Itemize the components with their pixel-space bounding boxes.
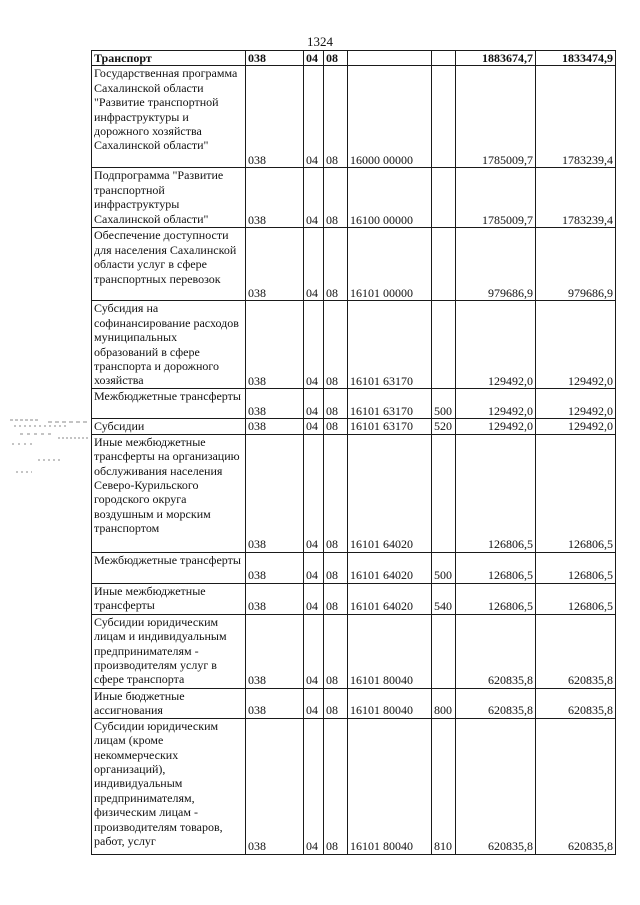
expense-type-code	[432, 51, 456, 66]
ministry-code: 038	[246, 168, 304, 228]
row-name: Обеспечение доступности для населения Сахалинской области услуг в сфере транспортных перевозок	[92, 228, 246, 301]
budget-table	[91, 50, 616, 855]
target-code: 16101 80040	[348, 614, 432, 688]
row-name: Межбюджетные трансферты	[92, 389, 246, 419]
table-row	[92, 688, 616, 718]
target-code: 16101 64020	[348, 434, 432, 552]
row-name: Межбюджетные трансферты	[92, 552, 246, 583]
target-code: 16101 63170	[348, 301, 432, 389]
sum-year-1: 620835,8	[456, 688, 536, 718]
ministry-code: 038	[246, 389, 304, 419]
sum-year-1: 620835,8	[456, 718, 536, 854]
expense-type-code	[432, 168, 456, 228]
sum-year-2: 126806,5	[536, 552, 616, 583]
table-row	[92, 614, 616, 688]
subsection-code: 08	[324, 434, 348, 552]
target-code	[348, 51, 432, 66]
expense-type-code	[432, 301, 456, 389]
sum-year-1: 126806,5	[456, 583, 536, 614]
sum-year-2: 1783239,4	[536, 66, 616, 168]
ministry-code: 038	[246, 66, 304, 168]
table-row	[92, 66, 616, 168]
target-code: 16101 80040	[348, 718, 432, 854]
target-code: 16101 64020	[348, 552, 432, 583]
target-code: 16101 00000	[348, 228, 432, 301]
sum-year-1: 1785009,7	[456, 66, 536, 168]
expense-type-code: 500	[432, 552, 456, 583]
table-row	[92, 718, 616, 854]
section-code: 04	[304, 389, 324, 419]
sum-year-2: 129492,0	[536, 301, 616, 389]
section-code: 04	[304, 688, 324, 718]
ministry-code: 038	[246, 434, 304, 552]
expense-type-code: 520	[432, 419, 456, 434]
subsection-code: 08	[324, 614, 348, 688]
table-row	[92, 168, 616, 228]
subsection-code: 08	[324, 583, 348, 614]
subsection-code: 08	[324, 552, 348, 583]
sum-year-1: 129492,0	[456, 389, 536, 419]
section-code: 04	[304, 66, 324, 168]
sum-year-2: 126806,5	[536, 434, 616, 552]
section-code: 04	[304, 552, 324, 583]
section-code: 04	[304, 614, 324, 688]
page-number: 1324	[307, 34, 333, 49]
sum-year-1: 129492,0	[456, 419, 536, 434]
section-code: 04	[304, 301, 324, 389]
sum-year-1: 129492,0	[456, 301, 536, 389]
subsection-code: 08	[324, 66, 348, 168]
ministry-code: 038	[246, 552, 304, 583]
target-code: 16101 64020	[348, 583, 432, 614]
expense-type-code: 800	[432, 688, 456, 718]
sum-year-2: 129492,0	[536, 389, 616, 419]
sum-year-2: 126806,5	[536, 583, 616, 614]
table-row	[92, 389, 616, 419]
ministry-code: 038	[246, 301, 304, 389]
table-row	[92, 434, 616, 552]
ministry-code: 038	[246, 614, 304, 688]
target-code: 16100 00000	[348, 168, 432, 228]
section-code: 04	[304, 583, 324, 614]
subsection-code: 08	[324, 419, 348, 434]
section-code: 04	[304, 718, 324, 854]
expense-type-code	[432, 66, 456, 168]
sum-year-2: 620835,8	[536, 688, 616, 718]
sum-year-2: 620835,8	[536, 718, 616, 854]
table-row	[92, 552, 616, 583]
subsection-code: 08	[324, 228, 348, 301]
subsection-code: 08	[324, 301, 348, 389]
row-name: Подпрограмма "Развитие транспортной инфраструктуры Сахалинской области"	[92, 168, 246, 228]
subsection-code: 08	[324, 718, 348, 854]
sum-year-2: 979686,9	[536, 228, 616, 301]
section-code: 04	[304, 228, 324, 301]
ministry-code: 038	[246, 688, 304, 718]
ministry-code: 038	[246, 51, 304, 66]
expense-type-code: 500	[432, 389, 456, 419]
section-code: 04	[304, 419, 324, 434]
subsection-code: 08	[324, 168, 348, 228]
subsection-code: 08	[324, 51, 348, 66]
sum-year-1: 1883674,7	[456, 51, 536, 66]
expense-type-code	[432, 614, 456, 688]
table-row	[92, 228, 616, 301]
ministry-code: 038	[246, 419, 304, 434]
sum-year-2: 1833474,9	[536, 51, 616, 66]
ministry-code: 038	[246, 583, 304, 614]
subsection-code: 08	[324, 389, 348, 419]
row-name: Государственная программа Сахалинской области "Развитие транспортной инфраструктуры и дорожного хозяйства Сахалинской области"	[92, 66, 246, 168]
sum-year-2: 1783239,4	[536, 168, 616, 228]
sum-year-1: 126806,5	[456, 434, 536, 552]
target-code: 16101 63170	[348, 389, 432, 419]
table-row	[92, 301, 616, 389]
section-code: 04	[304, 434, 324, 552]
expense-type-code	[432, 434, 456, 552]
table-row	[92, 583, 616, 614]
table-header-row	[92, 51, 616, 66]
sum-year-1: 979686,9	[456, 228, 536, 301]
subsection-code: 08	[324, 688, 348, 718]
row-name: Субсидии	[92, 419, 246, 434]
ministry-code: 038	[246, 718, 304, 854]
row-name: Иные бюджетные ассигнования	[92, 688, 246, 718]
scan-noise	[8, 416, 90, 476]
section-title: Транспорт	[92, 51, 246, 66]
expense-type-code	[432, 228, 456, 301]
ministry-code: 038	[246, 228, 304, 301]
sum-year-1: 620835,8	[456, 614, 536, 688]
table-row	[92, 419, 616, 434]
row-name: Субсидии юридическим лицам (кроме некоммерческих организаций), индивидуальным предпринимателям, физическим лицам - производителям товаров, работ, услуг	[92, 718, 246, 854]
expense-type-code: 810	[432, 718, 456, 854]
row-name: Иные межбюджетные трансферты	[92, 583, 246, 614]
row-name: Иные межбюджетные трансферты на организацию обслуживания населения Северо-Курильского городского округа воздушным и морским транспортом	[92, 434, 246, 552]
target-code: 16000 00000	[348, 66, 432, 168]
section-code: 04	[304, 51, 324, 66]
sum-year-1: 1785009,7	[456, 168, 536, 228]
expense-type-code: 540	[432, 583, 456, 614]
target-code: 16101 63170	[348, 419, 432, 434]
sum-year-1: 126806,5	[456, 552, 536, 583]
sum-year-2: 129492,0	[536, 419, 616, 434]
section-code: 04	[304, 168, 324, 228]
row-name: Субсидия на софинансирование расходов муниципальных образований в сфере транспорта и дорожного хозяйства	[92, 301, 246, 389]
sum-year-2: 620835,8	[536, 614, 616, 688]
target-code: 16101 80040	[348, 688, 432, 718]
row-name: Субсидии юридическим лицам и индивидуальным предпринимателям - производителям услуг в сфере транспорта	[92, 614, 246, 688]
